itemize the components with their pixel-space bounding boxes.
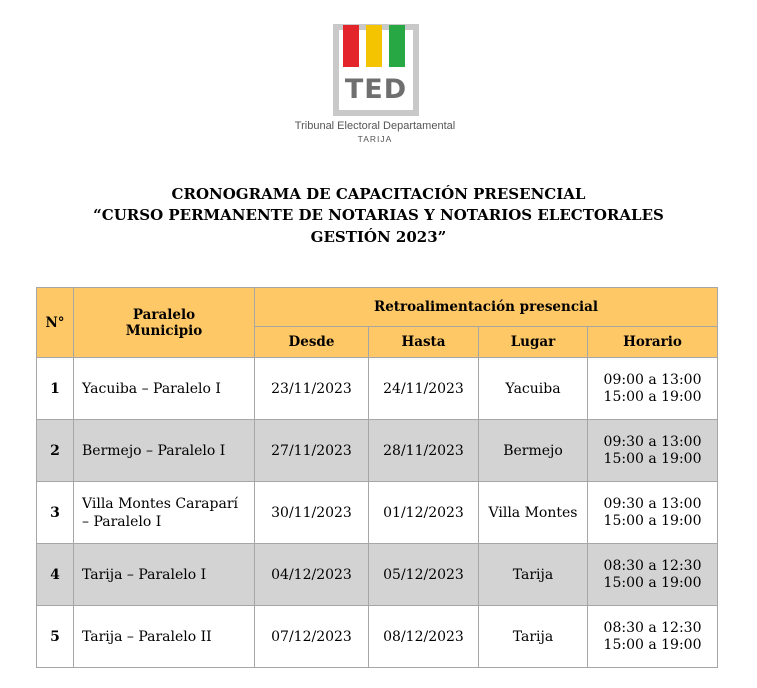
horario-morning: 09:30 a 13:00 (603, 433, 702, 450)
row-desde: 23/11/2023 (255, 358, 369, 420)
row-horario (588, 606, 718, 668)
logo-green-bar (389, 25, 405, 67)
header-paralelo-line1: Paralelo (132, 306, 196, 323)
row-desde: 27/11/2023 (255, 420, 369, 482)
table-row (37, 482, 718, 544)
row-horario (588, 420, 718, 482)
header-lugar: Lugar (479, 327, 588, 358)
row-hasta: 01/12/2023 (369, 482, 479, 544)
header-group: Retroalimentación presencial (255, 288, 718, 327)
org-city: TARIJA (357, 134, 393, 144)
horario-afternoon: 15:00 a 19:00 (603, 450, 702, 467)
row-lugar: Bermejo (479, 420, 588, 482)
row-paralelo: Tarija – Paralelo II (74, 606, 255, 668)
row-num: 3 (37, 482, 74, 544)
row-paralelo: Yacuiba – Paralelo I (74, 358, 255, 420)
header-paralelo (74, 288, 255, 358)
row-horario (588, 482, 718, 544)
row-horario (588, 358, 718, 420)
logo-text: TED (344, 74, 408, 105)
row-lugar: Tarija (479, 606, 588, 668)
row-lugar: Tarija (479, 544, 588, 606)
horario-afternoon: 15:00 a 19:00 (603, 388, 702, 405)
header-desde: Desde (255, 327, 369, 358)
logo-yellow-bar (366, 25, 382, 67)
row-desde: 04/12/2023 (255, 544, 369, 606)
header-horario: Horario (588, 327, 718, 358)
row-paralelo: Bermejo – Paralelo I (74, 420, 255, 482)
horario-afternoon: 15:00 a 19:00 (603, 574, 702, 591)
horario-morning: 08:30 a 12:30 (603, 557, 702, 574)
row-paralelo: Tarija – Paralelo I (74, 544, 255, 606)
horario-morning: 09:30 a 13:00 (603, 495, 702, 512)
row-hasta: 28/11/2023 (369, 420, 479, 482)
header-hasta: Hasta (369, 327, 479, 358)
row-desde: 30/11/2023 (255, 482, 369, 544)
row-num: 2 (37, 420, 74, 482)
row-lugar: Yacuiba (479, 358, 588, 420)
header-paralelo-line2: Municipio (125, 322, 203, 339)
row-num: 1 (37, 358, 74, 420)
horario-morning: 09:00 a 13:00 (603, 371, 702, 388)
title-line-2: “CURSO PERMANENTE DE NOTARIAS Y NOTARIOS ELECTORALES (93, 206, 664, 224)
row-paralelo-line1: Villa Montes Caraparí (82, 495, 238, 512)
row-horario (588, 544, 718, 606)
ted-logo (333, 24, 419, 116)
row-hasta: 24/11/2023 (369, 358, 479, 420)
row-desde: 07/12/2023 (255, 606, 369, 668)
title-line-3: GESTIÓN 2023” (310, 228, 447, 246)
schedule-table (36, 287, 718, 668)
row-hasta: 05/12/2023 (369, 544, 479, 606)
table-header-row-1 (37, 288, 718, 327)
table-row (37, 358, 718, 420)
table-row (37, 420, 718, 482)
logo-red-bar (343, 25, 359, 67)
row-paralelo (74, 482, 255, 544)
row-paralelo-line2: – Paralelo I (82, 513, 162, 530)
row-hasta: 08/12/2023 (369, 606, 479, 668)
title-line-1: CRONOGRAMA DE CAPACITACIÓN PRESENCIAL (171, 185, 586, 203)
row-num: 4 (37, 544, 74, 606)
horario-morning: 08:30 a 12:30 (603, 619, 702, 636)
row-num: 5 (37, 606, 74, 668)
org-name: Tribunal Electoral Departamental (294, 120, 456, 132)
row-lugar: Villa Montes (479, 482, 588, 544)
horario-afternoon: 15:00 a 19:00 (603, 636, 702, 653)
table-row (37, 606, 718, 668)
horario-afternoon: 15:00 a 19:00 (603, 512, 702, 529)
table-row (37, 544, 718, 606)
header-num: N° (37, 288, 74, 358)
